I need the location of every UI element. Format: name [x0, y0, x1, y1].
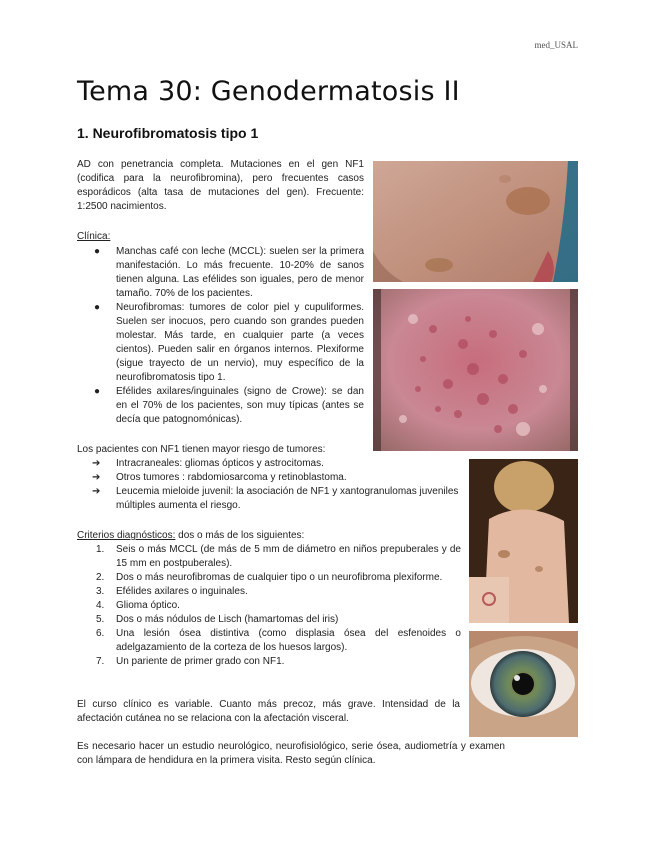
list-number: 4.: [96, 600, 105, 611]
list-item: [88, 655, 461, 669]
intro-paragraph: AD con penetrancia completa. Mutaciones en el gen NF1 (codifica para la neurofibromina), pero frecuentes casos esporádicos (alta tasa de mutaciones del gen). Frecuente: 1:2500 nacimientos.: [77, 159, 364, 212]
list-item-text: Una lesión ósea distintiva (como displasia ósea del esfenoides o adelgazamiento de la corteza de los huesos largos).: [116, 628, 461, 653]
list-item-text: Dos o más nódulos de Lisch (hamartomas del iris): [116, 614, 339, 625]
list-item: [88, 585, 461, 599]
clinica-heading: Clínica:: [77, 231, 111, 242]
arrow-icon: ➔: [92, 458, 101, 469]
arrow-icon: ➔: [92, 472, 101, 483]
bullet-icon: ●: [94, 246, 101, 257]
clinica-list: [88, 245, 364, 427]
list-item: [88, 571, 461, 585]
criterios-heading-rest: dos o más de los siguientes:: [175, 530, 305, 541]
list-item: [88, 457, 466, 471]
list-item: [88, 599, 461, 613]
estudio-paragraph: Es necesario hacer un estudio neurológico, neurofisiológico, serie ósea, audiometría y examen con lámpara de hendidura en la primera visita. Resto según clínica.: [77, 741, 505, 766]
list-number: 5.: [96, 614, 105, 625]
list-number: 3.: [96, 586, 105, 597]
list-item-text: Glioma óptico.: [116, 600, 180, 611]
criterios-list: [88, 543, 461, 669]
arrow-icon: ➔: [92, 486, 101, 497]
criterios-heading: Criterios diagnósticos:: [77, 530, 176, 541]
list-item-text: Neurofibromas: tumores de color piel y cupuliformes. Suelen ser inocuos, pero cuando son grandes pueden molestar. Más tarde, en cualquier parte (a veces cientos). Pueden salir en órganos internos. Plexiforme (sigue trayecto de un nervio), muy específico de la neurofibromatosis tipo 1.: [116, 302, 364, 383]
list-item: [88, 613, 461, 627]
list-item-text: Dos o más neurofibromas de cualquier tipo o un neurofibroma plexiforme.: [116, 572, 443, 583]
tumores-list: [88, 457, 466, 513]
list-item-text: Intracraneales: gliomas ópticos y astrocitomas.: [116, 458, 324, 469]
list-item: [88, 385, 364, 427]
list-item: [88, 485, 466, 513]
list-item-text: Otros tumores : rabdomiosarcoma y retinoblastoma.: [116, 472, 347, 483]
section-title: 1. Neurofibromatosis tipo 1: [77, 125, 259, 141]
page-title: Tema 30: Genodermatosis II: [77, 76, 460, 107]
list-number: 2.: [96, 572, 105, 583]
photo-neurofibromas: [373, 289, 578, 451]
header-tag: med_USAL: [534, 40, 578, 50]
list-item-text: Leucemia mieloide juvenil: la asociación de NF1 y xantogranulomas juveniles múltiples aumenta el riesgo.: [116, 486, 459, 511]
list-item-text: Seis o más MCCL (de más de 5 mm de diámetro en niños prepuberales y de 15 mm en postpuberales).: [116, 544, 461, 569]
list-item: [88, 627, 461, 655]
curso-paragraph: El curso clínico es variable. Cuanto más precoz, más grave. Intensidad de la afectación cutánea no se relaciona con la afectación visceral.: [77, 699, 460, 724]
list-number: 6.: [96, 628, 105, 639]
photo-cafe-au-lait-spots: [373, 161, 578, 282]
list-number: 7.: [96, 656, 105, 667]
list-number: 1.: [96, 544, 105, 555]
list-item-text: Un pariente de primer grado con NF1.: [116, 656, 285, 667]
list-item-text: Efélides axilares o inguinales.: [116, 586, 248, 597]
list-item-text: Efélides axilares/inguinales (signo de Crowe): se dan en el 70% de los pacientes, son muy típicas (antes se decía que patognomónicas).: [116, 386, 364, 425]
list-item: [88, 543, 461, 571]
criterios-heading-line: [77, 529, 304, 543]
photo-iris: [469, 631, 578, 737]
bullet-icon: ●: [94, 386, 101, 397]
list-item: [88, 301, 364, 385]
list-item-text: Manchas café con leche (MCCL): suelen ser la primera manifestación. Lo más frecuente. 10-20% de sanos tienen alguna. Las efélides son iguales, pero de menor tamaño. 70% de los pacientes.: [116, 246, 364, 299]
list-item: [88, 245, 364, 301]
tumores-intro: Los pacientes con NF1 tienen mayor riesgo de tumores:: [77, 444, 326, 455]
photo-child-back: [469, 459, 578, 623]
bullet-icon: ●: [94, 302, 101, 313]
list-item: [88, 471, 466, 485]
